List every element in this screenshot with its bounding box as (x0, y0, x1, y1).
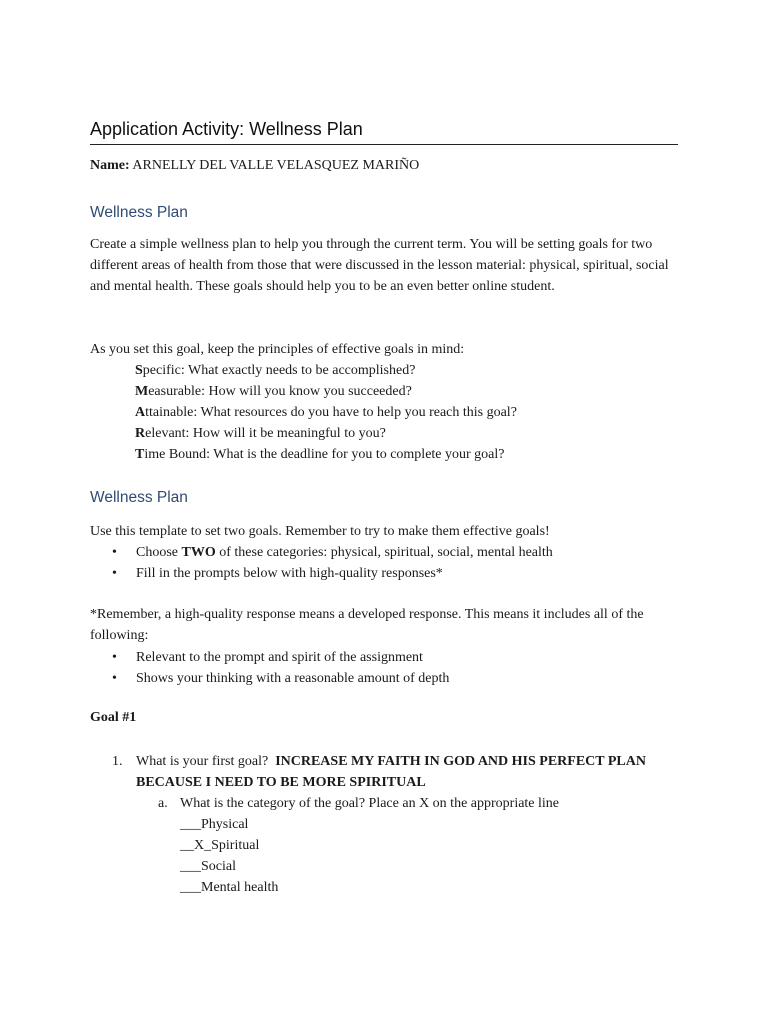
bullet-icon: • (112, 566, 117, 581)
list-item: • Shows your thinking with a reasonable amount of depth (90, 668, 449, 689)
category-option-spiritual[interactable]: __X_Spiritual (180, 838, 260, 853)
goal-1-question (112, 751, 678, 793)
smart-item-specific: Specific: What exactly needs to be accomplished? (135, 363, 416, 378)
smart-item-measurable: Measurable: How will you know you succeeded? (135, 384, 412, 399)
bullet-icon: • (112, 545, 117, 560)
question-number: 1. (112, 754, 123, 769)
smart-principles-list (135, 360, 517, 465)
category-options (180, 814, 278, 898)
smart-item-time-bound: Time Bound: What is the deadline for you to complete your goal? (135, 447, 505, 462)
student-name-line (90, 158, 419, 174)
criteria-list (90, 647, 449, 689)
category-option-social[interactable]: ___Social (180, 859, 236, 874)
goal-1-answer[interactable]: INCREASE MY FAITH IN GOD AND HIS PERFECT PLAN BECAUSE I NEED TO BE MORE SPIRITUAL (136, 754, 646, 790)
bullet-icon: • (112, 671, 117, 686)
remember-paragraph: *Remember, a high-quality response means a developed response. This means it includes all of the following: (90, 607, 644, 643)
principles-intro: As you set this goal, keep the principles of effective goals in mind: (90, 342, 465, 357)
section-heading-wellness-plan-1: Wellness Plan (90, 204, 188, 221)
sub-question-text: What is the category of the goal? Place an X on the appropriate line (180, 796, 560, 811)
goal-1-category-question (158, 793, 559, 814)
template-intro: Use this template to set two goals. Remember to try to make them effective goals! (90, 524, 550, 539)
name-label: Name: (90, 158, 130, 173)
list-item: • Relevant to the prompt and spirit of the assignment (90, 647, 449, 668)
smart-item-relevant: Relevant: How will it be meaningful to you? (135, 426, 386, 441)
section-heading-wellness-plan-2: Wellness Plan (90, 489, 188, 506)
category-option-physical[interactable]: ___Physical (180, 817, 249, 832)
goal-1-heading: Goal #1 (90, 710, 137, 725)
list-item: • Choose TWO of these categories: physical, spiritual, social, mental health (90, 542, 553, 563)
list-item: • Fill in the prompts below with high-quality responses* (90, 563, 553, 584)
sub-question-letter: a. (158, 796, 168, 811)
instructions-list (90, 542, 553, 584)
bullet-icon: • (112, 650, 117, 665)
page-title: Application Activity: Wellness Plan (90, 119, 678, 145)
student-name: ARNELLY DEL VALLE VELASQUEZ MARIÑO (132, 158, 420, 173)
intro-paragraph: Create a simple wellness plan to help you through the current term. You will be setting goals for two different areas of health from those that were discussed in the lesson material: physical, spiritual, social and mental health. These goals should help you to be an even better online student. (90, 237, 669, 294)
category-option-mental-health[interactable]: ___Mental health (180, 880, 279, 895)
question-text: What is your first goal? (136, 754, 269, 769)
smart-item-attainable: Attainable: What resources do you have to help you reach this goal? (135, 405, 517, 420)
